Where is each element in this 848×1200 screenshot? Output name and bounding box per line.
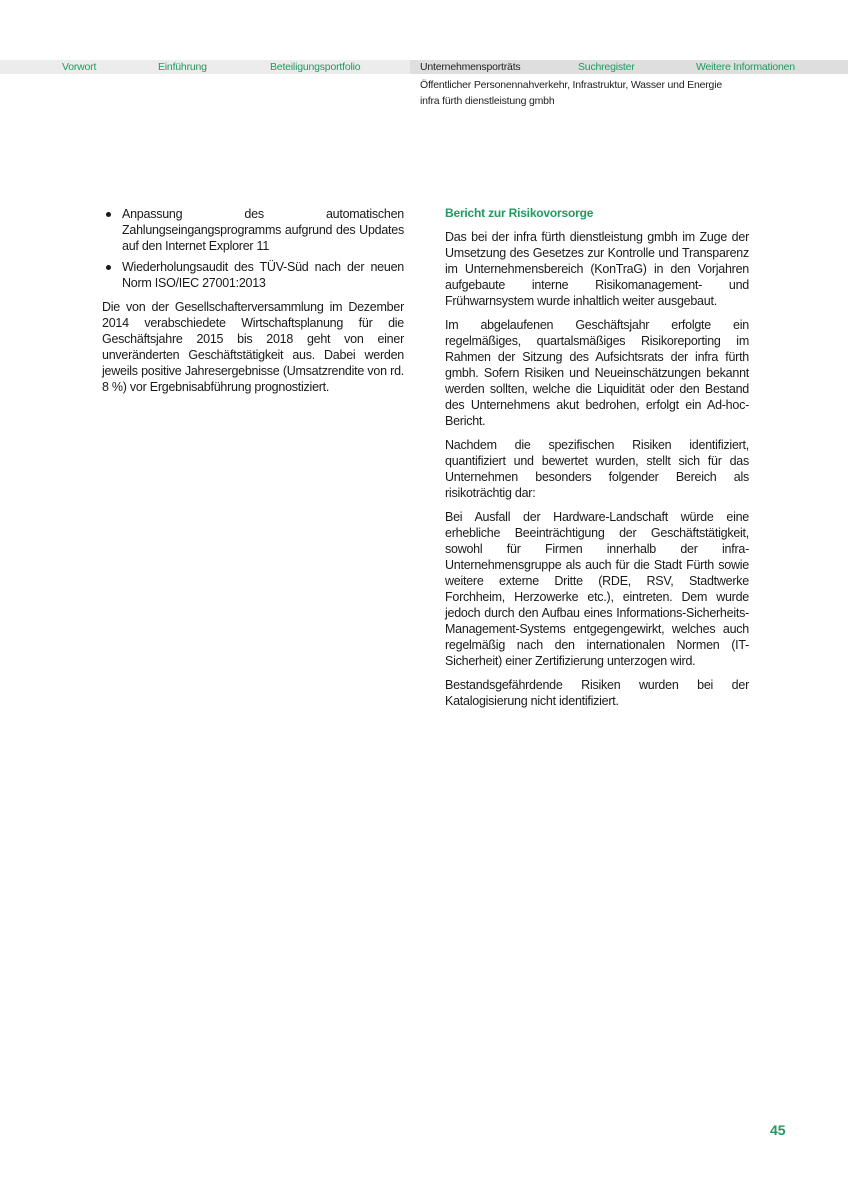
body-paragraph: Im abgelaufenen Geschäftsjahr erfolgte ein regelmäßiges, quartalsmäßiges Risikoreporting im Rahmen der Sitzung des Aufsichtsrats der infra fürth gmbh. Sofern Risiken und Neueinschätzungen bekannt werden sollten, welche die Liquidität oder den Bestand des Unternehmens akut bedrohen, erfolgt ein Ad-hoc-Bericht. xyxy=(445,318,749,428)
breadcrumb-category: Öffentlicher Personennahverkehr, Infrastruktur, Wasser und Energie xyxy=(420,79,722,91)
body-paragraph: Nachdem die spezifischen Risiken identifiziert, quantifiziert und bewertet wurden, stellt sich für das Unternehmen besonders folgender Bereich als risikoträchtig dar: xyxy=(445,438,749,500)
bullet-icon xyxy=(106,265,111,270)
body-paragraph: Bestandsgefährdende Risiken wurden bei der Katalogisierung nicht identifiziert. xyxy=(445,678,749,708)
bullet-icon xyxy=(106,212,111,217)
nav-link-weitere-informationen[interactable]: Weitere Informationen xyxy=(696,61,795,73)
section-navigation-bar xyxy=(0,60,848,74)
list-item xyxy=(102,259,404,291)
left-column xyxy=(102,206,404,403)
list-item xyxy=(102,206,404,254)
bullet-text: Wiederholungsaudit des TÜV-Süd nach der neuen Norm ISO/IEC 27001:2013 xyxy=(122,260,404,290)
nav-link-vorwort[interactable]: Vorwort xyxy=(62,61,97,73)
nav-link-einfuehrung[interactable]: Einführung xyxy=(158,61,207,73)
breadcrumb-company: infra fürth dienstleistung gmbh xyxy=(420,95,555,107)
nav-link-suchregister[interactable]: Suchregister xyxy=(578,61,635,73)
nav-link-beteiligungsportfolio[interactable]: Beteiligungsportfolio xyxy=(270,61,361,73)
nav-link-unternehmensportraets[interactable]: Unternehmensporträts xyxy=(420,61,521,73)
section-heading: Bericht zur Risikovorsorge xyxy=(445,206,594,220)
bullet-list xyxy=(102,206,404,291)
body-paragraph: Das bei der infra fürth dienstleistung gmbh im Zuge der Umsetzung des Gesetzes zur Kontrolle und Transparenz im Unternehmensbereich (KonTraG) in den Vorjahren aufgebaute interne Risikomanagement- und Frühwarnsystem wurde inhaltlich weiter ausgebaut. xyxy=(445,230,749,308)
body-paragraph: Die von der Gesellschafterversammlung im Dezember 2014 verabschiedete Wirtschaftsplanung für die Geschäftsjahre 2015 bis 2018 geht von einer unveränderten Geschäftstätigkeit aus. Dabei werden jeweils positive Jahresergebnisse (Umsatzrendite von rd. 8 %) vor Ergebnisabführung prognostiziert. xyxy=(102,300,404,394)
body-paragraph: Bei Ausfall der Hardware-Landschaft würde eine erhebliche Beeinträchtigung der Geschäftstätigkeit, sowohl für Firmen innerhalb der infra-Unternehmensgruppe als auch für die Stadt Fürth sowie weitere externe Dritte (RDE, RSV, Stadtwerke Forchheim, Herzowerke etc.), eintreten. Dem wurde jedoch durch den Aufbau eines Informations-Sicherheits-Management-Systems entgegengewirkt, welches auch regelmäßig nach den internationalen Normen (IT-Sicherheit) einer Zertifizierung unterzogen wird. xyxy=(445,510,749,668)
page-number: 45 xyxy=(770,1122,786,1138)
bullet-text: Anpassung des automatischen Zahlungseingangsprogramms aufgrund des Updates auf den Internet Explorer 11 xyxy=(122,207,404,253)
right-column xyxy=(445,205,749,717)
